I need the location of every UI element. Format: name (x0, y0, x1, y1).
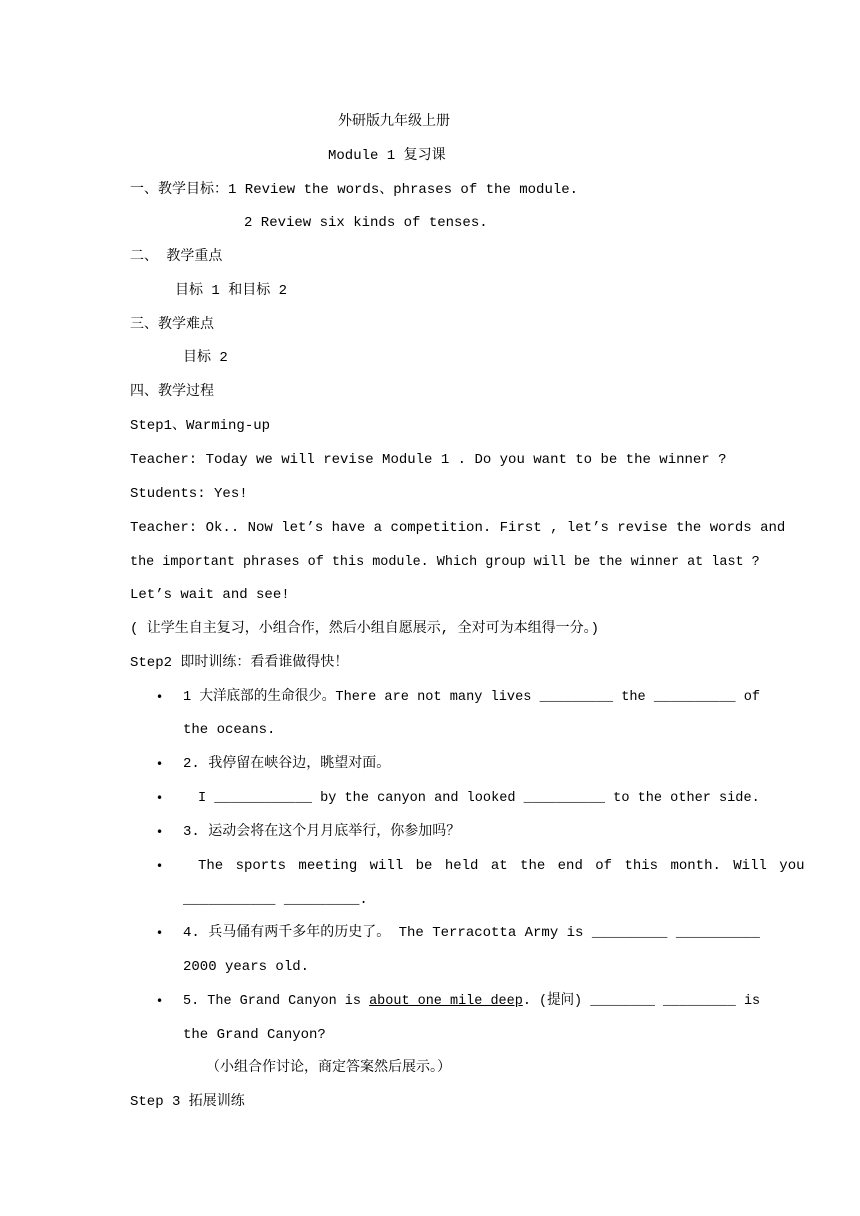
section-4-heading: 四、教学过程 (130, 384, 214, 400)
exercise-3-line-c: ___________ _________. (183, 892, 368, 908)
section-3-content: 目标 2 (183, 350, 228, 366)
exercise-5-prefix: 5. The Grand Canyon is (183, 993, 370, 1009)
doc-title: 外研版九年级上册 (338, 114, 450, 130)
exercise-5-line-b: the Grand Canyon? (183, 1027, 326, 1043)
bullet-1: • (156, 690, 164, 704)
bullet-4: • (156, 825, 164, 839)
teacher-line-2c: Let’s wait and see! (130, 587, 290, 603)
step-1-heading: Step1、Warming-up (130, 418, 271, 434)
bullet-5: • (156, 859, 164, 873)
bullet-7: • (156, 994, 164, 1008)
note-2: （小组合作讨论，商定答案然后展示。） (206, 1060, 451, 1076)
section-3-heading: 三、教学难点 (130, 317, 214, 333)
teacher-line-2b: the important phrases of this module. Which group will be the winner at last ? (130, 554, 760, 570)
teacher-line-1: Teacher: Today we will revise Module 1 . Do you want to be the winner ? (130, 452, 727, 468)
exercise-1-line-a: 1 大洋底部的生命很少。There are not many lives _________ the __________ of (183, 689, 761, 705)
section-2-content: 目标 1 和目标 2 (175, 283, 288, 299)
section-1-item-2: 2 Review six kinds of tenses. (244, 215, 488, 231)
exercise-2-line-b: I ____________ by the canyon and looked __________ to the other side. (198, 790, 760, 806)
exercise-5-line-a (183, 991, 760, 1011)
exercise-5-suffix: . (提问) ________ _________ is (522, 993, 761, 1009)
exercise-2-line-a: 2. 我停留在峡谷边，眺望对面。 (183, 756, 391, 772)
step-2-heading: Step2 即时训练：看看谁做得快！ (130, 655, 349, 671)
exercise-3-line-a: 3. 运动会将在这个月月底举行，你参加吗？ (183, 824, 461, 840)
teacher-line-2a-text: Teacher: Ok.. Now let’s have a competition. First , let’s revise the words and (130, 520, 786, 536)
doc-subtitle: Module 1 复习课 (328, 148, 446, 164)
exercise-4-line-a: 4. 兵马俑有两千多年的历史了。 The Terracotta Army is _________ __________ (183, 925, 760, 941)
students-line: Students: Yes! (130, 486, 248, 502)
teacher-line-2a (130, 518, 786, 538)
section-1-heading: 一、教学目标：1 Review the words、phrases of the module. (130, 182, 579, 198)
exercise-4-line-b: 2000 years old. (183, 959, 310, 975)
note-1: ( 让学生自主复习，小组合作，然后小组自愿展示, 全对可为本组得一分。) (130, 621, 600, 637)
bullet-2: • (156, 757, 164, 771)
exercise-3-line-b: The sports meeting will be held at the end of this month. Will you (198, 858, 805, 874)
section-2-heading: 二、 教学重点 (130, 249, 223, 265)
exercise-1-line-b: the oceans. (183, 722, 276, 738)
bullet-6: • (156, 926, 164, 940)
bullet-3: • (156, 791, 164, 805)
exercise-5-underlined: about one mile deep (369, 993, 523, 1009)
step-3-heading: Step 3 拓展训练 (130, 1094, 245, 1110)
